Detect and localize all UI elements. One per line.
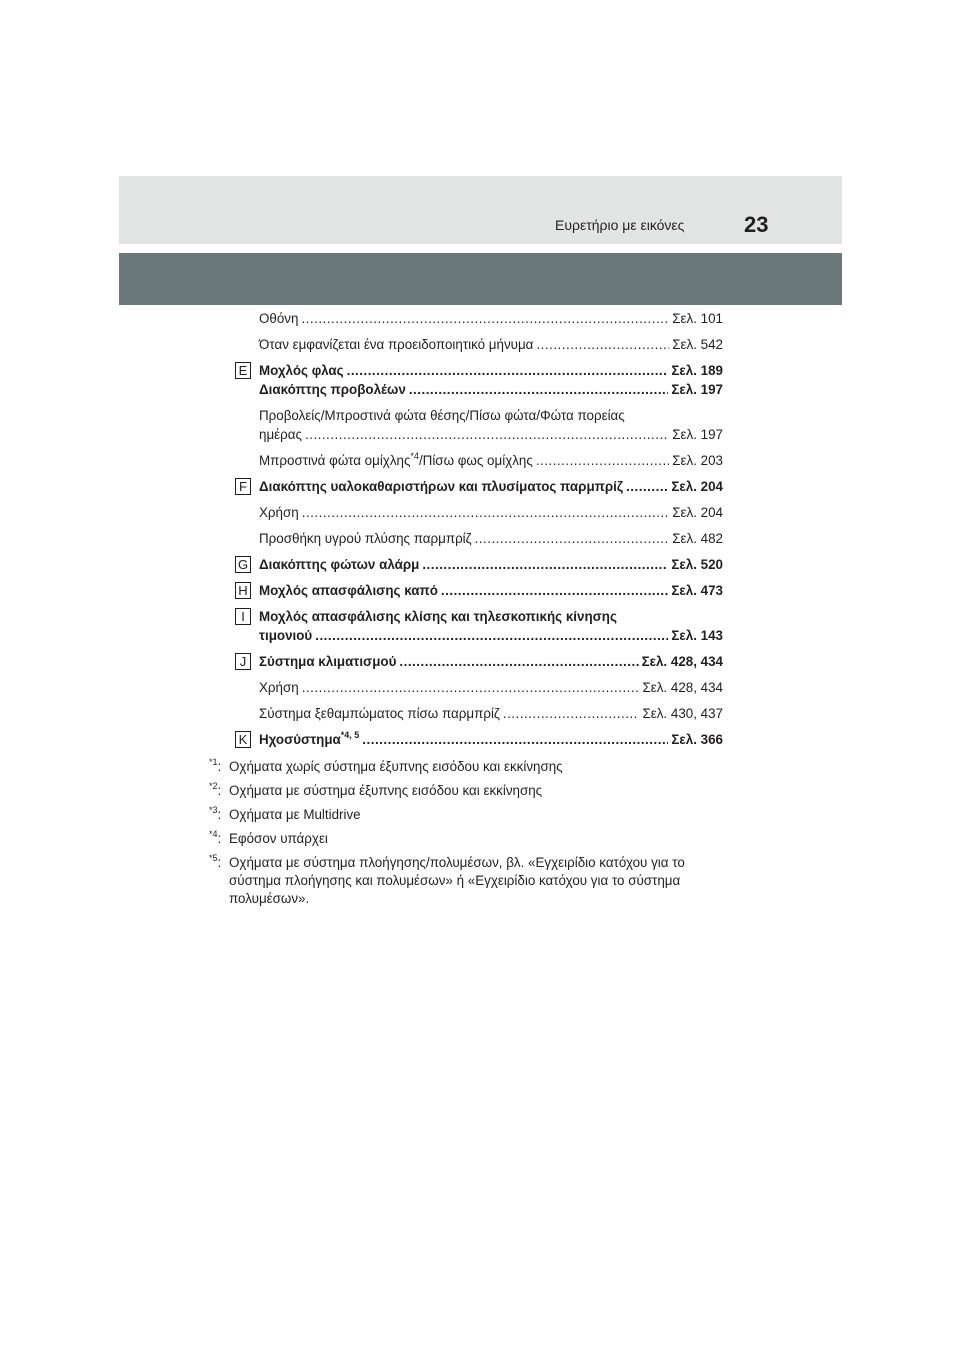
entry-page: Σελ. 430, 437 [642, 706, 723, 721]
index-entry[interactable] [259, 310, 723, 328]
entry-label: Χρήση [259, 505, 299, 520]
entry-label-line: Προβολείς/Μπροστινά φώτα θέσης/Πίσω φώτα/Φώτα πορείας [259, 408, 625, 423]
entry-label: Οθόνη [259, 311, 299, 326]
index-entry[interactable] [259, 362, 723, 380]
section-J [209, 653, 723, 723]
index-entry[interactable] [259, 627, 723, 645]
entry-label: Διακόπτης φώτων αλάρμ [259, 557, 420, 572]
page-number: 23 [744, 212, 769, 237]
entry-label: Όταν εμφανίζεται ένα προειδοποιητικό μήνυμα [259, 337, 534, 352]
entry-page: Σελ. 101 [672, 311, 723, 326]
entry-label: Προσθήκη υγρού πλύσης παρμπρίζ [259, 531, 472, 546]
entry-page: Σελ. 204 [671, 479, 723, 494]
key-box-I: I [235, 608, 251, 625]
section-title: Ευρετήριο με εικόνες [555, 217, 685, 233]
section-G [209, 556, 723, 574]
index-entry[interactable] [259, 336, 723, 354]
index-entry[interactable] [259, 381, 723, 399]
index-entry[interactable] [259, 452, 723, 470]
key-box-H: H [235, 582, 251, 599]
footnotes [209, 752, 729, 908]
index-entry[interactable] [259, 530, 723, 548]
index-entry[interactable] [259, 426, 723, 444]
key-box-G: G [235, 556, 251, 573]
entry-label: Σύστημα ξεθαμπώματος πίσω παρμπρίζ [259, 706, 500, 721]
entry-page: Σελ. 204 [672, 505, 723, 520]
key-box-E: E [235, 362, 251, 379]
index-entry[interactable] [259, 504, 723, 522]
entry-page: Σελ. 473 [671, 583, 723, 598]
index-entry[interactable] [259, 679, 723, 697]
entry-page: Σελ. 520 [671, 557, 723, 572]
entry-label: τιμονιού [259, 628, 313, 643]
entry-page: Σελ. 482 [672, 531, 723, 546]
index-entry[interactable] [259, 705, 723, 723]
entry-page: Σελ. 197 [672, 427, 723, 442]
entry-label: Ηχοσύστημα$^{*4, 5}$ [259, 730, 360, 747]
entry-label: Μοχλός απασφάλισης καπό [259, 583, 438, 598]
section-F [209, 478, 723, 548]
entry-label: Μοχλός φλας [259, 363, 344, 378]
entry-page: Σελ. 542 [672, 337, 723, 352]
entry-page: Σελ. 189 [671, 363, 723, 378]
index-entry[interactable] [259, 582, 723, 600]
index-entry[interactable] [259, 478, 723, 496]
section-K [209, 731, 723, 749]
footnote: $^{*4}$: Εφόσον υπάρχει [209, 829, 328, 846]
section-I [209, 608, 723, 645]
entry-label-line: Μοχλός απασφάλισης κλίσης και τηλεσκοπικής κίνησης [259, 609, 617, 624]
entry-label: Μπροστινά φώτα ομίχλης$^{*4}$/Πίσω φως ομίχλης [259, 451, 533, 468]
entry-page: Σελ. 428, 434 [642, 680, 723, 695]
index-list [209, 310, 723, 749]
entry-page: Σελ. 197 [671, 382, 723, 397]
footnote: $^{*1}$: Οχήματα χωρίς σύστημα έξυπνης εισόδου και εκκίνησης [209, 757, 563, 774]
entry-label: Σύστημα κλιματισμού [259, 654, 397, 669]
index-entry[interactable] [259, 556, 723, 574]
key-box-K: K [235, 731, 251, 748]
section-E [209, 362, 723, 470]
footnote: $^{*3}$: Οχήματα με Multidrive [209, 805, 361, 822]
entry-page: Σελ. 203 [672, 453, 723, 468]
header-band [119, 253, 842, 305]
footnote: $^{*2}$: Οχήματα με σύστημα έξυπνης εισόδου και εκκίνησης [209, 781, 543, 798]
entry-page: Σελ. 143 [671, 628, 723, 643]
footnote: $^{*5}$: Οχήματα με σύστημα πλοήγησης/πολυμέσων, βλ. «Εγχειρίδιο κατόχου για το σύστημα πλοήγησης και πολυμέσων» ή «Εγχειρίδιο κατόχου για το σύστημα πολυμέσων». [209, 853, 685, 906]
entry-label: Διακόπτης προβολέων [259, 382, 406, 397]
index-entry[interactable] [259, 731, 723, 749]
entry-label: Χρήση [259, 680, 299, 695]
key-box-F: F [235, 478, 251, 495]
section-H [209, 582, 723, 600]
entry-page: Σελ. 428, 434 [641, 654, 723, 669]
header-bar [119, 176, 842, 244]
entry-page: Σελ. 366 [671, 732, 723, 747]
entry-label: ημέρας [259, 427, 302, 442]
index-entry[interactable] [259, 653, 723, 671]
key-box-J: J [235, 653, 251, 670]
entry-label: Διακόπτης υαλοκαθαριστήρων και πλυσίματος παρμπρίζ [259, 479, 624, 494]
